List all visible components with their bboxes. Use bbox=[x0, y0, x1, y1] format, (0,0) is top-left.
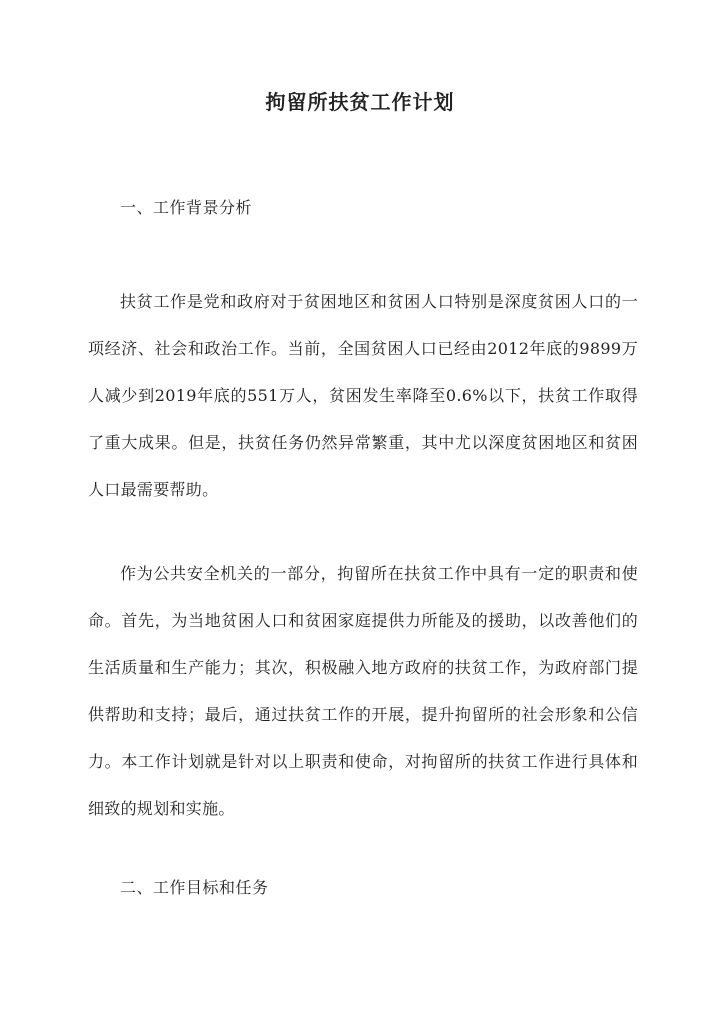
paragraph-background-1: 扶贫工作是党和政府对于贫困地区和贫困人口特别是深度贫困人口的一项经济、社会和政治工作。当前，全国贫困人口已经由2012年底的9899万人减少到2019年底的551万人，贫困发生率降至0.6%以下，扶贫工作取得了重大成果。但是，扶贫任务仍然异常繁重，其中尤以深度贫困地区和贫困人口最需要帮助。 bbox=[88, 292, 638, 499]
section-heading-background: 一、工作背景分析 bbox=[120, 198, 253, 217]
paragraph-background-2: 作为公共安全机关的一部分，拘留所在扶贫工作中具有一定的职责和使命。首先，为当地贫困人口和贫困家庭提供力所能及的援助，以改善他们的生活质量和生产能力；其次，积极融入地方政府的扶贫工作，为政府部门提供帮助和支持；最后，通过扶贫工作的开展，提升拘留所的社会形象和公信力。本工作计划就是针对以上职责和使命，对拘留所的扶贫工作进行具体和细致的规划和实施。 bbox=[88, 564, 638, 818]
document-title: 拘留所扶贫工作计划 bbox=[265, 90, 455, 114]
section-heading-goals: 二、工作目标和任务 bbox=[120, 878, 269, 897]
